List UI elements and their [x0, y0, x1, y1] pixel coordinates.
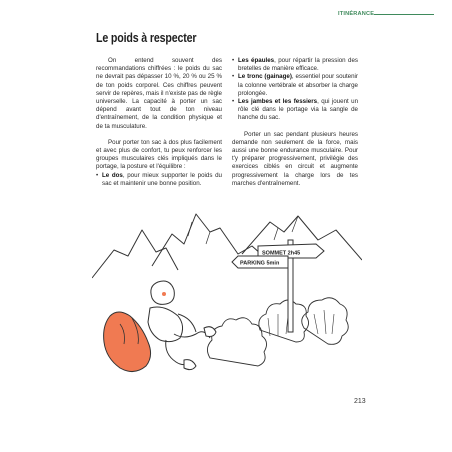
hiker-illustration	[92, 210, 362, 410]
bullet-legs-text: , qui jouent un rôle clé dans le portage via la sangle de hanche du sac.	[238, 98, 359, 122]
bullet-back-term: Le dos	[102, 171, 123, 179]
mountains	[92, 214, 362, 278]
sign-summit-label: SOMMET 2h45	[262, 250, 301, 257]
intro-paragraph: On entend souvent des recommandations chiffrées : le poids du sac ne devrait pas dépasser 10 %, 20 % ou 25 % de ton poids corporel. Ces chiffres peuvent servir de repères, mais il n'existe pas de règle universelle. La capacité à porter un sac dépend avant tout de ton niveau d'entraînement, de la condition physique et de ta musculature.	[96, 57, 222, 130]
paragraph-gap	[232, 123, 358, 131]
backpack	[104, 312, 151, 372]
page-title: Le poids à respecter	[96, 30, 197, 45]
bullet-shoulders-term: Les épaules	[238, 57, 275, 64]
header-rule	[374, 14, 434, 15]
bullet-shoulders	[232, 57, 358, 73]
muscle-groups-paragraph: Pour porter ton sac à dos plus facilement et avec plus de confort, tu peux renforcer les groupes musculaires clés impliqués dans le portage, la posture et l'équilibre :	[96, 138, 222, 171]
page-number: 213	[354, 398, 366, 405]
left-column	[96, 57, 222, 188]
right-column	[232, 57, 358, 196]
mountain-left-outline	[92, 230, 178, 278]
bullet-back-text: , pour mieux supporter le poids du sac et maintenir une bonne position.	[102, 171, 222, 187]
hiker	[104, 281, 216, 372]
hiker-boots	[184, 327, 216, 370]
hiker-body	[148, 307, 183, 342]
bush-left	[207, 318, 266, 366]
bullet-legs	[232, 98, 358, 123]
bullet-core-term: Le tronc (gainage)	[238, 73, 292, 81]
bullet-shoulders-text: , pour répartir la pression des bretelles de manière efficace.	[238, 57, 358, 73]
endurance-paragraph: Porter un sac pendant plusieurs heures demande non seulement de la force, mais aussi une bonne endurance musculaire. Pour t'y préparer progressivement, privilégie des exercices ciblés en circuit et augmente progressivement la charge lors de tes marches d'entraînement.	[232, 130, 358, 187]
hiker-cheek	[162, 292, 166, 296]
bullet-legs-term: Les jambes et les fessiers	[238, 98, 318, 106]
sign-parking-label: PARKING 5min	[240, 260, 280, 267]
bushes	[207, 298, 348, 366]
bush-right-hatching	[268, 310, 334, 336]
bullet-back	[96, 172, 222, 188]
bullet-core-text: , essentiel pour soutenir la colonne vertébrale et absorber la charge prolongée.	[238, 73, 358, 97]
bush-center	[259, 300, 309, 342]
bullet-core	[232, 73, 358, 98]
section-tag: ITINÉRANCE	[338, 11, 375, 17]
